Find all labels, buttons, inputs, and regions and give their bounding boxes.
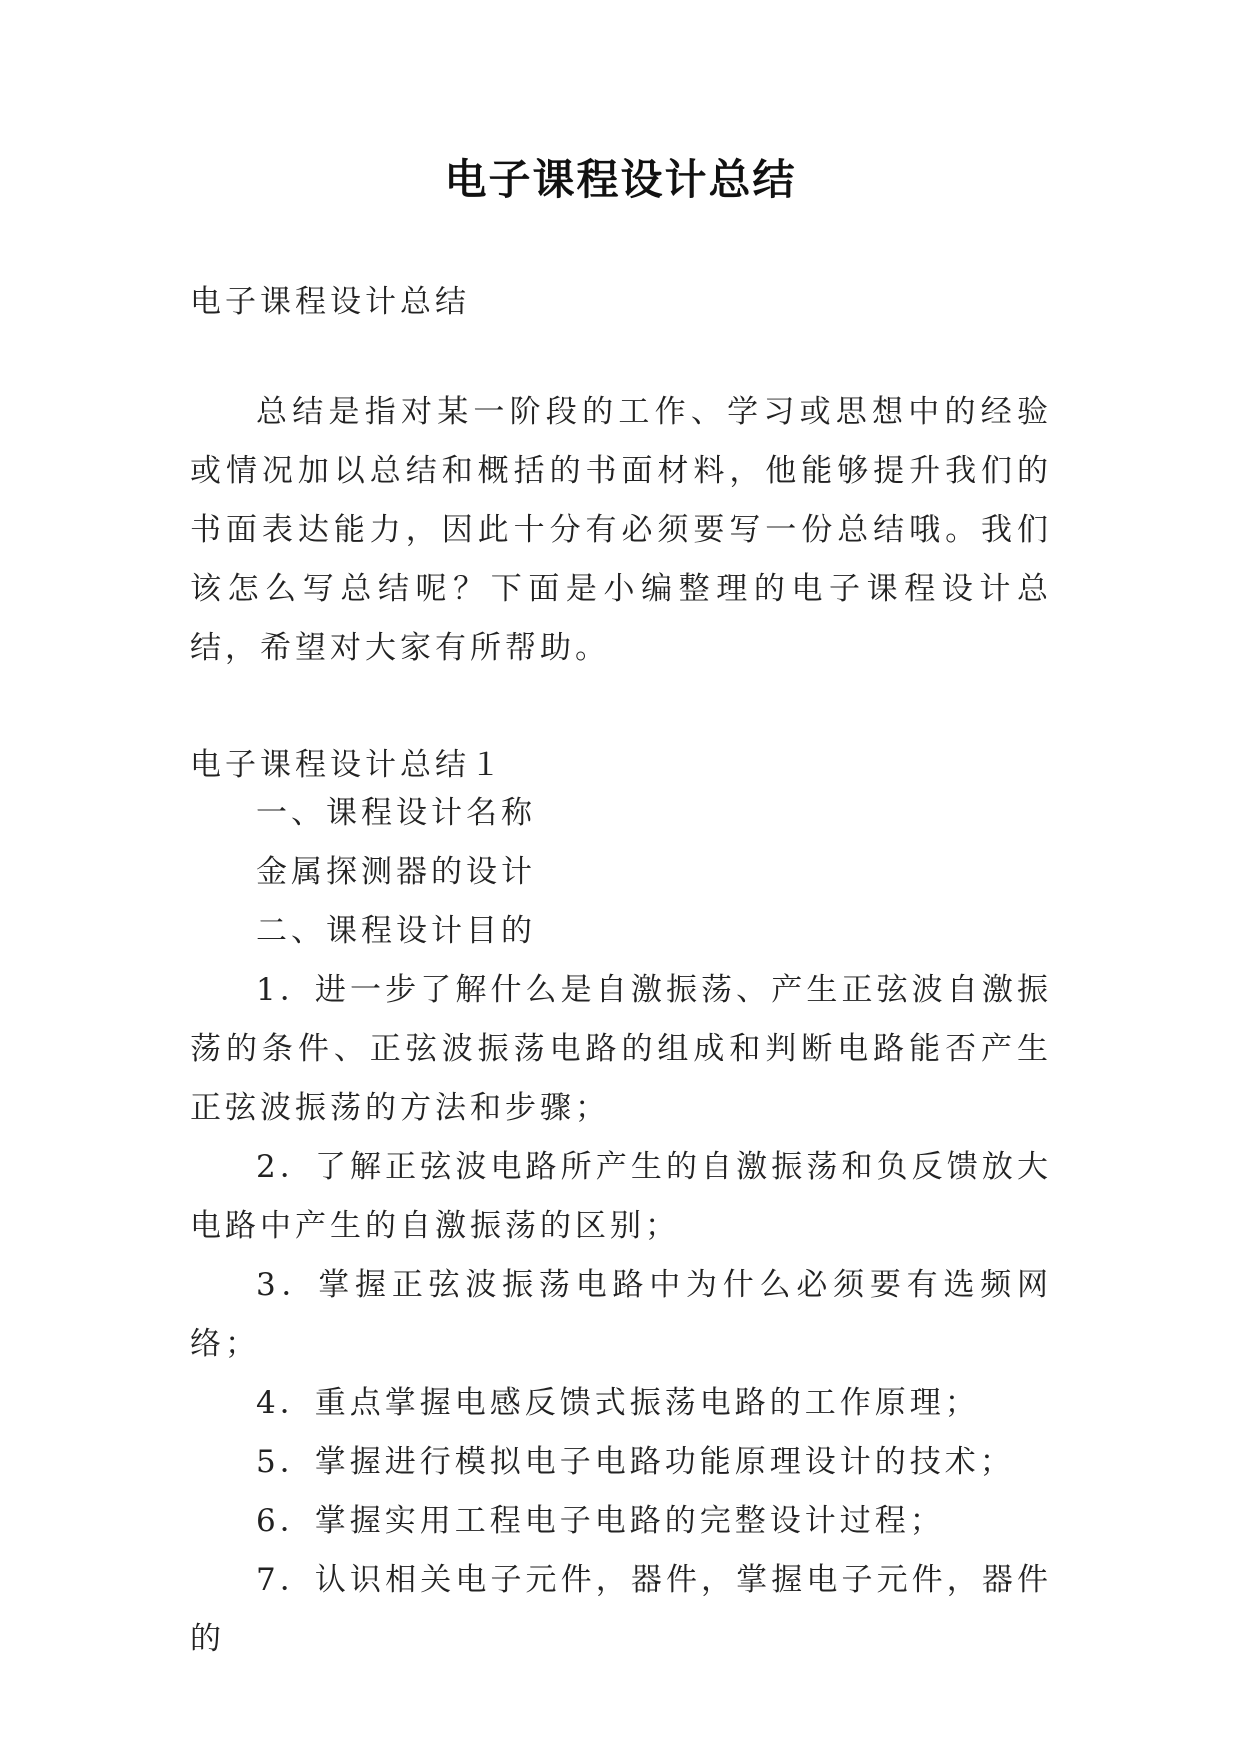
document-body [190,285,1052,1669]
document-subtitle: 电子课程设计总结 [190,284,470,320]
outline-item: 金属探测器的设计 [256,854,536,890]
list-item: 3．掌握正弦波振荡电路中为什么必须要有选频网络； [190,1267,1052,1362]
section-heading: 电子课程设计总结１ [190,747,505,783]
list-item: 6．掌握实用工程电子电路的完整设计过程； [256,1503,945,1539]
outline-item: 二、课程设计目的 [256,913,536,949]
page-title: 电子课程设计总结 [444,155,797,204]
list-item: 5．掌握进行模拟电子电路功能原理设计的技术； [256,1444,1015,1480]
list-item: 2．了解正弦波电路所产生的自激振荡和负反馈放大电路中产生的自激振荡的区别； [190,1149,1052,1244]
list-item: 4．重点掌握电感反馈式振荡电路的工作原理； [256,1385,980,1421]
intro-paragraph: 总结是指对某一阶段的工作、学习或思想中的经验或情况加以总结和概括的书面材料，他能够提升我们的书面表达能力，因此十分有必须要写一份总结哦。我们该怎么写总结呢？下面是小编整理的电子课程设计总结，希望对大家有所帮助。 [190,394,1052,666]
list-item: 7．认识相关电子元件，器件，掌握电子元件，器件的 [190,1562,1052,1657]
list-item: 1．进一步了解什么是自激振荡、产生正弦波自激振荡的条件、正弦波振荡电路的组成和判断电路能否产生正弦波振荡的方法和步骤； [190,972,1052,1126]
outline-item: 一、课程设计名称 [256,795,536,831]
